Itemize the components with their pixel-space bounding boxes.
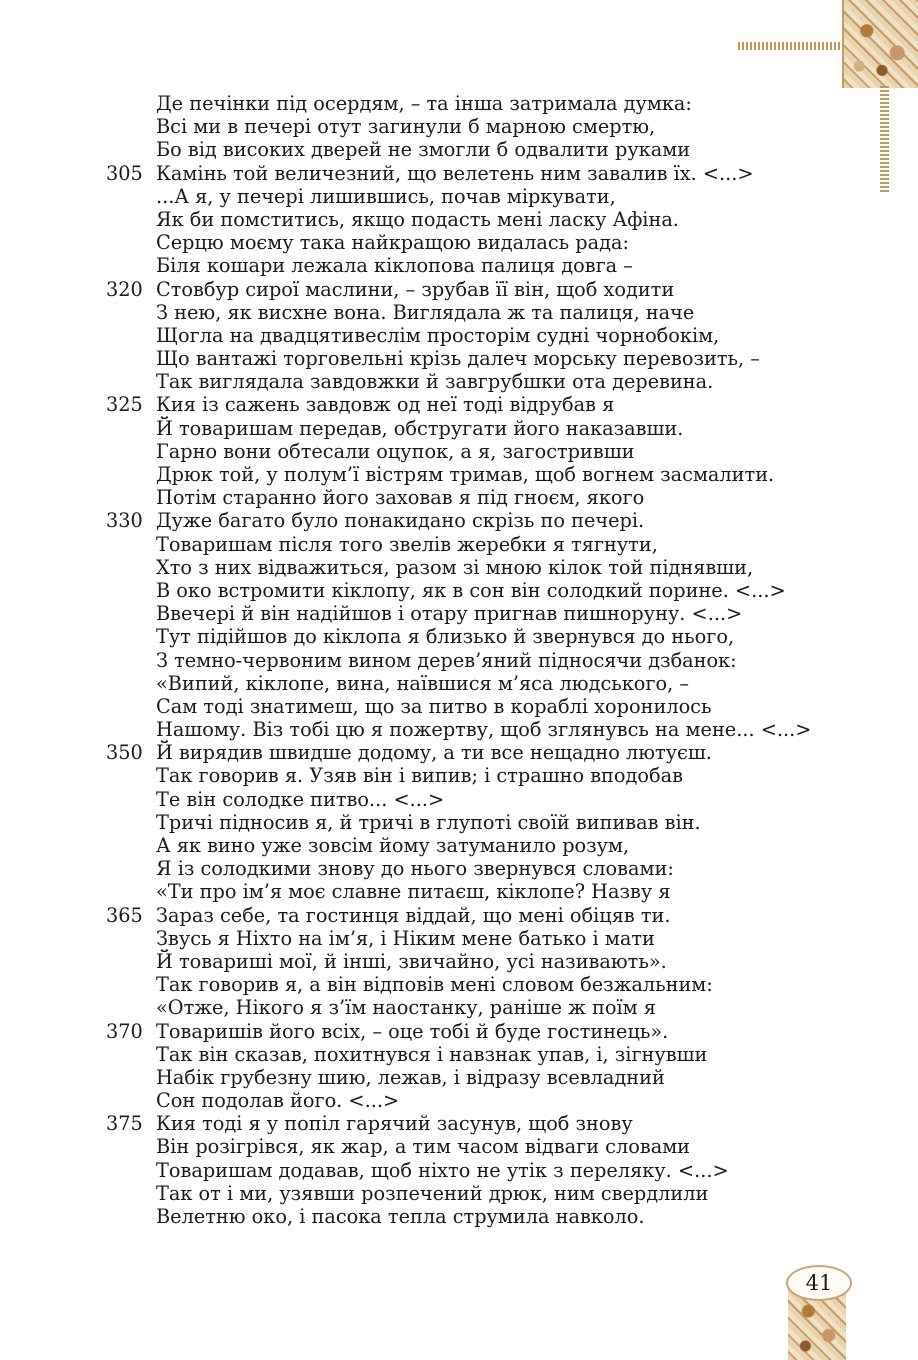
line-number: 370 xyxy=(106,1019,143,1043)
verse-text: Кия тоді я у попіл гарячий засунув, щоб знову xyxy=(156,1112,633,1136)
poem-line xyxy=(104,138,834,161)
poem-line xyxy=(104,718,834,741)
poem-text-block xyxy=(104,92,834,1228)
poem-line xyxy=(104,440,834,463)
line-number: 325 xyxy=(106,393,143,417)
poem-line xyxy=(104,533,834,556)
poem-line xyxy=(104,278,834,301)
verse-text: Ввечері й він надійшов і отару пригнав пишноруну. <...> xyxy=(156,602,743,626)
poem-line xyxy=(104,1020,834,1043)
verse-text: А як вино уже зовсім йому затуманило розум, xyxy=(156,834,630,857)
verse-text: Так говорив я. Узяв він і випив; і страшно вподобав xyxy=(156,764,683,788)
verse-text: Дрюк той, у полум’ї вістрям тримав, щоб вогнем засмалити. xyxy=(156,463,775,486)
verse-text: Так от і ми, узявши розпечений дрюк, ним свердлили xyxy=(156,1181,709,1205)
verse-text: Так він сказав, похитнувся і навзнак упав, і, зігнувши xyxy=(156,1042,708,1066)
poem-line xyxy=(104,904,834,927)
verse-text: Щогла на двадцятивеслім просторім судні чорнобокім, xyxy=(156,323,720,347)
poem-line xyxy=(104,1043,834,1066)
verse-text: Так виглядала завдовжки й завгрубшки ота деревина. xyxy=(156,370,714,394)
verse-text: Серцю моєму така найкращою видалась рада: xyxy=(156,231,630,255)
verse-text: «Ти про ім’я моє славне питаєш, кіклопе? Назву я xyxy=(156,880,671,904)
verse-text: Нашому. Віз тобі цю я пожертву, щоб зглянувсь на мене... <...> xyxy=(156,718,812,742)
poem-line xyxy=(104,1089,834,1112)
poem-line xyxy=(104,1159,834,1182)
line-number: 305 xyxy=(106,161,143,185)
verse-text: Товаришам після того звелів жеребки я тягнути, xyxy=(156,532,658,556)
page-number: 41 xyxy=(786,1265,852,1301)
verse-text: Дуже багато було понакидано скрізь по печері. xyxy=(156,509,645,533)
poem-line xyxy=(104,1205,834,1228)
poem-line xyxy=(104,996,834,1019)
verse-text: ...А я, у печері лишившись, почав міркувати, xyxy=(156,184,616,208)
verse-text: Тричі підносив я, й тричі в глупоті своїй випивав він. xyxy=(156,810,701,834)
verse-text: Й вирядив швидше додому, а ти все нещадно лютуєш. xyxy=(156,741,712,765)
poem-line xyxy=(104,417,834,440)
poem-line xyxy=(104,927,834,950)
line-number: 320 xyxy=(106,277,143,301)
verse-text: Сон подолав його. <...> xyxy=(156,1089,400,1113)
line-number: 375 xyxy=(106,1112,143,1136)
poem-line xyxy=(104,1182,834,1205)
poem-line xyxy=(104,764,834,787)
poem-line xyxy=(104,463,834,486)
poem-line xyxy=(104,254,834,277)
verse-text: Кия із сажень завдовж од неї тоді відрубав я xyxy=(156,393,615,417)
poem-line xyxy=(104,301,834,324)
poem-line xyxy=(104,393,834,416)
line-number: 330 xyxy=(106,509,143,533)
poem-line xyxy=(104,672,834,695)
verse-text: Зараз себе, та гостинця віддай, що мені обіцяв ти. xyxy=(156,903,671,927)
verse-text: Він розігрівся, як жар, а тим часом відваги словами xyxy=(156,1135,691,1159)
verse-text: Гарно вони обтесали оцупок, а я, загостривши xyxy=(156,439,635,463)
verse-text: Я із солодкими знову до нього звернувся словами: xyxy=(156,857,674,881)
poem-line xyxy=(104,231,834,254)
poem-line xyxy=(104,1135,834,1158)
poem-line xyxy=(104,509,834,532)
verse-text: Тут підійшов до кіклопа я близько й звернувся до нього, xyxy=(156,625,735,649)
verse-text: З темно-червоним вином дерев’яний підносячи дзбанок: xyxy=(156,648,737,672)
verse-text: Біля кошари лежала кіклопова палиця довга – xyxy=(156,254,633,278)
poem-line xyxy=(104,162,834,185)
verse-text: «Отже, Нікого я з’їм наостанку, раніше ж поїм я xyxy=(156,996,656,1020)
poem-line xyxy=(104,1066,834,1089)
poem-line xyxy=(104,857,834,880)
decorative-dotted-rule-vertical xyxy=(880,86,889,192)
poem-line xyxy=(104,602,834,625)
poem-line xyxy=(104,649,834,672)
poem-line xyxy=(104,880,834,903)
poem-line xyxy=(104,92,834,115)
decorative-dotted-rule-horizontal xyxy=(738,42,848,50)
verse-text: «Випий, кіклопе, вина, наївшися м’яса людського, – xyxy=(156,671,690,695)
poem-line xyxy=(104,950,834,973)
line-number: 365 xyxy=(106,903,143,927)
poem-line xyxy=(104,324,834,347)
poem-line xyxy=(104,811,834,834)
poem-line xyxy=(104,556,834,579)
poem-line xyxy=(104,579,834,602)
verse-text: Велетню око, і пасока тепла струмила навколо. xyxy=(156,1205,645,1228)
poem-line xyxy=(104,486,834,509)
poem-line xyxy=(104,788,834,811)
verse-text: Де печінки під осердям, – та інша затримала думка: xyxy=(156,92,692,115)
verse-text: В око встромити кіклопу, як в сон він солодкий порине. <...> xyxy=(156,578,786,602)
verse-text: Сам тоді знатимеш, що за питво в кораблі хоронилось xyxy=(156,694,712,718)
verse-text: Що вантажі торговельні крізь далеч морську перевозить, – xyxy=(156,347,760,371)
poem-line xyxy=(104,185,834,208)
verse-text: Стовбур сирої маслини, – зрубав її він, щоб ходити xyxy=(156,277,675,301)
poem-line xyxy=(104,115,834,138)
verse-text: Потім старанно його заховав я під гноєм, якого xyxy=(156,486,645,510)
ornament-corner-top xyxy=(842,0,918,88)
verse-text: Те він солодке питво... <...> xyxy=(156,787,445,811)
poem-line xyxy=(104,208,834,231)
verse-text: Як би помститись, якщо подасть мені ласку Афіна. xyxy=(156,207,679,231)
poem-line xyxy=(104,625,834,648)
verse-text: Всі ми в печері отут загинули б марною смертю, xyxy=(156,115,656,139)
poem-line xyxy=(104,695,834,718)
poem-line xyxy=(104,347,834,370)
poem-line xyxy=(104,973,834,996)
poem-line xyxy=(104,370,834,393)
poem-line xyxy=(104,741,834,764)
verse-text: Й товариші мої, й інші, звичайно, усі називають». xyxy=(156,949,667,973)
verse-text: Так говорив я, а він відповів мені словом безжальним: xyxy=(156,973,713,997)
line-number: 350 xyxy=(106,741,143,765)
verse-text: Бо від високих дверей не змогли б одвалити руками xyxy=(156,138,691,162)
verse-text: Камінь той величезний, що велетень ним завалив їх. <...> xyxy=(156,161,754,185)
verse-text: Товаришам додавав, щоб ніхто не утік з переляку. <...> xyxy=(156,1158,729,1182)
poem-line xyxy=(104,834,834,857)
verse-text: Набік грубезну шию, лежав, і відразу всевладний xyxy=(156,1065,665,1089)
verse-text: Й товаришам передав, обстругати його наказавши. xyxy=(156,416,684,440)
verse-text: Хто з них відважиться, разом зі мною кілок той піднявши, xyxy=(156,555,754,579)
verse-text: Звусь я Ніхто на ім’я, і Ніким мене батько і мати xyxy=(156,926,655,950)
verse-text: З нею, як висхне вона. Виглядала ж та палиця, наче xyxy=(156,300,695,324)
verse-text: Товаришів його всіх, – оце тобі й буде гостинець». xyxy=(156,1019,669,1043)
poem-line xyxy=(104,1112,834,1135)
